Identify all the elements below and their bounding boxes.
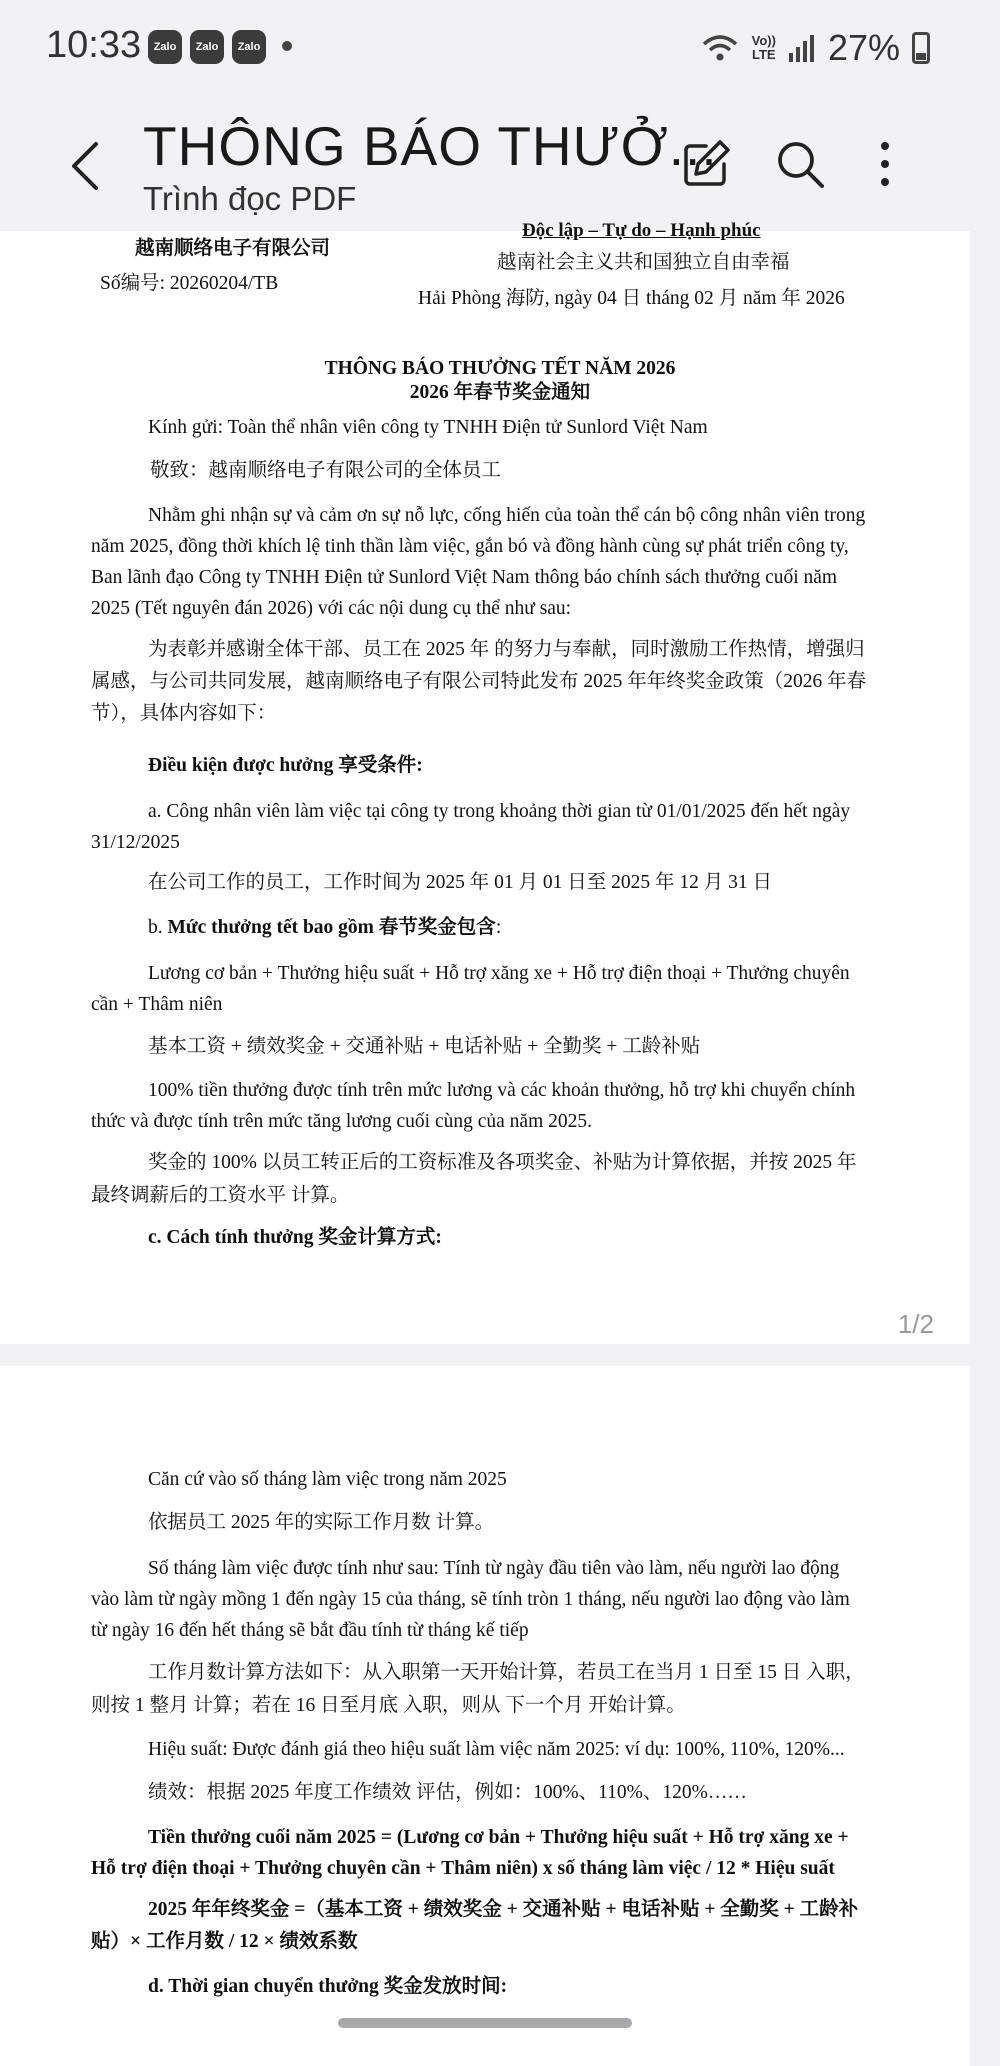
zalo-notification-icon: Zalo xyxy=(190,30,224,64)
more-notifications-dot-icon xyxy=(282,41,292,51)
bonus-basis-vn-line: thức và được tính trên mức tăng lương cuối cùng của năm 2025. xyxy=(91,1111,592,1132)
formula-cn-line: 2025 年年终奖金 =（基本工资 + 绩效奖金 + 交通补贴 + 电话补贴 + 全勤奖 + 工龄补 xyxy=(148,1899,859,1920)
notice-title-cn: 2026 年春节奖金通知 xyxy=(409,382,591,403)
payment-time-heading: d. Thời gian chuyển thưởng 奖金发放时间: xyxy=(148,1976,508,1997)
gesture-handle[interactable] xyxy=(338,2018,632,2028)
condition-a-cn: 在公司工作的员工，工作时间为 2025 年 01 月 01 日至 2025 年 12 月 31 日 xyxy=(148,872,773,893)
formula-vn-line: Hỗ trợ điện thoại + Thưởng chuyên cần + Thâm niên) x số tháng làm việc / 12 * Hiệu suất xyxy=(91,1858,835,1879)
document-number: Số编号: 20260204/TB xyxy=(100,273,279,294)
app-subtitle: Trình đọc PDF xyxy=(143,180,357,217)
performance-cn: 绩效：根据 2025 年度工作绩效 评估，例如：100%、110%、120%…… xyxy=(148,1782,747,1803)
page-indicator: 1/2 xyxy=(897,1309,934,1339)
zalo-notification-icon: Zalo xyxy=(232,30,266,64)
month-counting-vn-line: từ ngày 16 đến hết tháng sẽ bắt đầu tính từ tháng kế tiếp xyxy=(91,1620,529,1641)
bonus-basis-vn-line: 100% tiền thưởng được tính trên mức lương và các khoản thưởng, hỗ trợ khi chuyển chính xyxy=(148,1080,856,1101)
pdf-page-1 xyxy=(0,220,970,1344)
condition-b-heading: b. Mức thưởng tết bao gồm 春节奖金包含: xyxy=(148,917,502,938)
place-date: Hải Phòng 海防, ngày 04 日 tháng 02 月 năm 年 2026 xyxy=(418,288,845,309)
months-basis-vn: Căn cứ vào số tháng làm việc trong năm 2025 xyxy=(148,1469,507,1490)
month-counting-cn-line: 则按 1 整月 计算；若在 16 日至月底 入职，则从 下一个月 开始计算。 xyxy=(91,1695,686,1716)
intro-vn-line: Nhằm ghi nhận sự và cảm ơn sự nỗ lực, cống hiến của toàn thể cán bộ công nhân viên trong xyxy=(148,505,866,526)
bonus-basis-cn-line: 最终调薪后的工资水平 计算。 xyxy=(91,1185,350,1206)
month-counting-vn-line: vào làm từ ngày mồng 1 đến ngày 15 của tháng, sẽ tính tròn 1 tháng, nếu người lao động vào làm xyxy=(91,1589,850,1610)
back-icon[interactable] xyxy=(60,136,110,196)
bonus-basis-cn-line: 奖金的 100% 以员工转正后的工资标准及各项奖金、补贴为计算依据，并按 2025 年 xyxy=(148,1152,857,1173)
bonus-components-cn: 基本工资 + 绩效奖金 + 交通补贴 + 电话补贴 + 全勤奖 + 工龄补贴 xyxy=(148,1036,701,1057)
greeting-cn: 敬致：越南顺络电子有限公司的全体员工 xyxy=(150,460,502,481)
battery-percent: 27% xyxy=(827,27,900,68)
wifi-icon xyxy=(700,32,740,64)
status-time: 10:33 xyxy=(46,24,142,66)
condition-a-vn-line: 31/12/2025 xyxy=(91,832,180,853)
zalo-notification-icon: Zalo xyxy=(148,30,182,64)
signal-icon xyxy=(788,33,816,63)
republic-motto-cn: 越南社会主义共和国独立自由幸福 xyxy=(497,252,790,273)
month-counting-cn-line: 工作月数计算方法如下：从入职第一天开始计算，若员工在当月 1 日至 15 日 入职， xyxy=(148,1662,865,1683)
intro-vn-line: Ban lãnh đạo Công ty TNHH Điện tử Sunlord Việt Nam thông báo chính sách thưởng cuối năm xyxy=(91,567,838,588)
notice-title-vn: THÔNG BÁO THƯỞNG TẾT NĂM 2026 xyxy=(324,358,676,379)
bonus-components-vn-line: cần + Thâm niên xyxy=(91,994,223,1015)
performance-vn: Hiệu suất: Được đánh giá theo hiệu suất làm việc năm 2025: ví dụ: 100%, 110%, 120%... xyxy=(148,1739,845,1760)
cut-off-motto: Độc lập – Tự do – Hạnh phúc xyxy=(522,220,761,241)
intro-cn-line: 节），具体内容如下： xyxy=(91,703,277,724)
conditions-heading: Điều kiện được hưởng 享受条件: xyxy=(148,755,423,776)
month-counting-vn-line: Số tháng làm việc được tính như sau: Tính từ ngày đầu tiên vào làm, nếu người lao động xyxy=(148,1558,840,1579)
months-basis-cn: 依据员工 2025 年的实际工作月数 计算。 xyxy=(148,1512,495,1533)
app-bar xyxy=(0,96,970,231)
more-options-icon[interactable] xyxy=(855,134,915,194)
intro-cn-line: 为表彰并感谢全体干部、员工在 2025 年 的努力与奉献，同时激励工作热情，增强归 xyxy=(148,639,865,660)
intro-cn-line: 属感，与公司共同发展，越南顺络电子有限公司特此发布 2025 年年终奖金政策（2026 年春 xyxy=(91,671,867,692)
battery-icon xyxy=(912,32,930,64)
company-name-cn: 越南顺络电子有限公司 xyxy=(135,238,331,259)
calculation-heading: c. Cách tính thưởng 奖金计算方式: xyxy=(148,1227,442,1248)
search-icon[interactable] xyxy=(770,134,830,194)
edit-icon[interactable] xyxy=(676,134,736,194)
intro-vn-line: năm 2025, đồng thời khích lệ tinh thần làm việc, gắn bó và đồng hành cùng sự phát triển công ty, xyxy=(91,536,849,557)
lte-indicator: Vo)) LTE xyxy=(751,33,776,62)
document-title: THÔNG BÁO THƯỞ... xyxy=(143,115,718,177)
pdf-page-2 xyxy=(0,1366,970,2066)
pdf-viewer[interactable] xyxy=(0,220,970,2048)
intro-vn-line: 2025 (Tết nguyên đán 2026) với các nội dung cụ thể như sau: xyxy=(91,598,572,619)
status-bar xyxy=(0,0,970,96)
formula-cn-line: 贴）× 工作月数 / 12 × 绩效系数 xyxy=(91,1931,358,1952)
bonus-components-vn-line: Lương cơ bản + Thưởng hiệu suất + Hỗ trợ xăng xe + Hỗ trợ điện thoại + Thưởng chuyên xyxy=(148,963,850,984)
condition-a-vn-line: a. Công nhân viên làm việc tại công ty trong khoảng thời gian từ 01/01/2025 đến hết ngày xyxy=(148,801,851,822)
greeting-vn: Kính gửi: Toàn thể nhân viên công ty TNHH Điện tử Sunlord Việt Nam xyxy=(148,417,708,438)
formula-vn-line: Tiền thưởng cuối năm 2025 = (Lương cơ bản + Thưởng hiệu suất + Hỗ trợ xăng xe + xyxy=(148,1827,849,1848)
